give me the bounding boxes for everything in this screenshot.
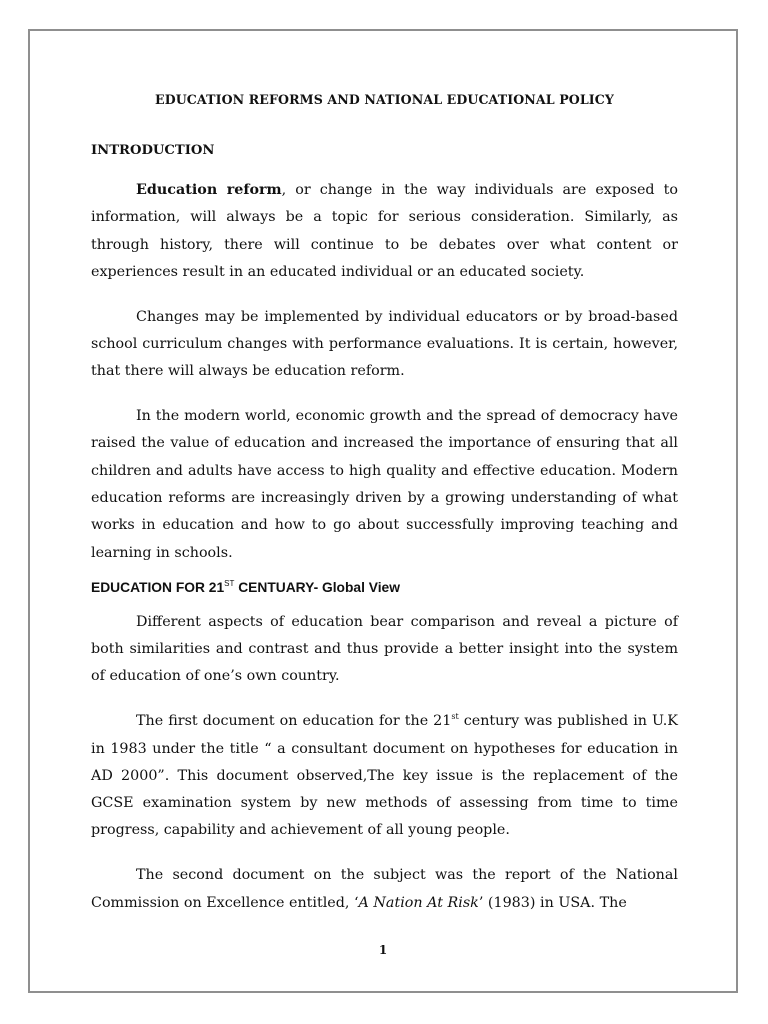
paragraph-changes: Changes may be implemented by individual educators or by broad-based school curriculum changes with performance evaluations. It is certain, however, that there will always be education reform.	[91, 308, 678, 380]
introduction-heading: INTRODUCTION	[91, 143, 215, 158]
section-heading-21st-century	[91, 578, 678, 598]
paragraph-text-end: century was published in U.K in 1983 under the title “ a consultant document on hypotheses for education in AD 2000”. This document observed,The key issue is the replacement of the GCSE examination system by new methods of assessing from time to time progress, capability and achievement of all young people.	[91, 713, 678, 839]
paragraph-text: The second document on the subject was the report of the National Commission on Excellence entitled, ‘	[91, 867, 678, 911]
document-title: EDUCATION REFORMS AND NATIONAL EDUCATIONAL POLICY	[155, 92, 614, 107]
paragraph-first-document	[91, 708, 678, 844]
heading-text: EDUCATION FOR 21	[91, 579, 225, 595]
paragraph-second-document	[91, 862, 678, 917]
page-content	[91, 91, 678, 917]
paragraph-modern-world: In the modern world, economic growth and the spread of democracy have raised the value of education and increased the importance of ensuring that all children and adults have access to high quality and effective education. Modern education reforms are increasingly driven by a growing understanding of what works in education and how to go about successfully improving teaching and learning in schools.	[91, 408, 678, 561]
document-page	[28, 29, 738, 993]
heading-text-end: CENTUARY- Global View	[234, 579, 400, 595]
italic-title: A Nation At Risk	[358, 894, 479, 911]
ordinal-superscript: st	[451, 712, 459, 722]
ordinal-superscript: ST	[224, 578, 235, 588]
bold-term: Education reform	[136, 182, 282, 198]
paragraph-different-aspects: Different aspects of education bear comparison and reveal a picture of both similarities and contrast and thus provide a better insight into the system of education of one’s own country.	[91, 613, 678, 685]
paragraph-text-end: ’ (1983) in USA. The	[478, 894, 627, 911]
paragraph-text: , or change in the way individuals are exposed to information, will always be a topic for serious consideration. Similarly, as through history, there will continue to be debates over what content or experiences result in an educated individual or an educated society.	[91, 182, 678, 280]
paragraph-text: The first document on education for the 21	[136, 713, 452, 730]
page-number: 1	[378, 943, 388, 957]
paragraph-education-reform	[91, 177, 678, 286]
